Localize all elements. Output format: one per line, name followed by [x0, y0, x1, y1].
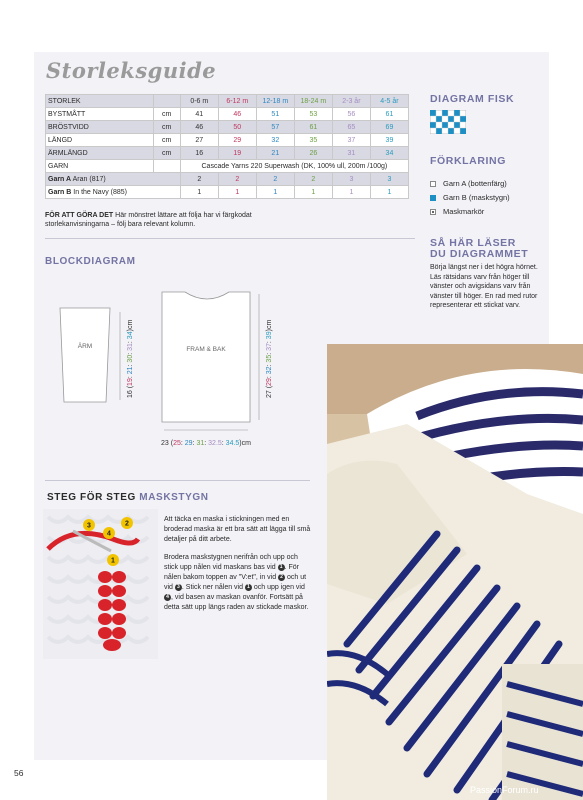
size-col-2: 6-12 m — [218, 95, 256, 108]
sweater-photo — [327, 344, 583, 800]
divider — [45, 480, 310, 481]
page-title: Storleksguide — [46, 58, 217, 83]
fish-chart — [430, 110, 466, 134]
legend-item-marker: Maskmarkör — [430, 207, 484, 216]
maskstygn-illustration — [43, 509, 158, 659]
sleeve-dimension: 16 (19: 21: 30: 31: 34)cm — [127, 319, 134, 398]
size-col-6: 4-5 år — [370, 95, 408, 108]
yarn-value: Cascade Yarns 220 Superwash (DK, 100% ull, 200m /100g) — [180, 160, 408, 173]
table-row: Garn A Aran (817) 2 2 2 2 3 3 — [46, 173, 409, 186]
svg-text:2: 2 — [125, 520, 129, 528]
body-shape — [162, 292, 250, 422]
body-width-dimension: 23 (25: 29: 31: 32.5: 34.5)cm — [161, 440, 251, 447]
legend-item-garn-a: Garn A (bottenfärg) — [430, 179, 507, 188]
svg-text:3: 3 — [87, 522, 91, 530]
blue-square-icon — [430, 195, 436, 201]
legend-item-garn-b: Garn B (maskstygn) — [430, 193, 510, 202]
divider — [45, 238, 415, 239]
blockdiagram-heading: BLOCKDIAGRAM — [45, 256, 136, 267]
size-col-1: 0-6 m — [180, 95, 218, 108]
size-col-4: 18-24 m — [294, 95, 332, 108]
page-number: 56 — [14, 768, 24, 778]
table-row: BYSTMÅTT cm 41 46 51 53 56 61 — [46, 108, 409, 121]
svg-text:1: 1 — [111, 557, 115, 565]
diagram-fisk-heading: DIAGRAM FISK — [430, 93, 515, 105]
size-col-5: 2-3 år — [332, 95, 370, 108]
reading-instructions: Börja längst ner i det högra hörnet. Läs rätsidans varv från höger till vänster och avigsidans varv från vänster till höger. En rad med rutor representerar ett stickat varv. — [430, 264, 538, 309]
steps-heading: STEG FÖR STEG MASKSTYGN — [47, 492, 209, 503]
forklaring-heading: FÖRKLARING — [430, 155, 506, 167]
table-row: GARN Cascade Yarns 220 Superwash (DK, 100% ull, 200m /100g) — [46, 160, 409, 173]
table-row: Garn B In the Navy (885) 1 1 1 1 1 1 — [46, 186, 409, 199]
steps-text: Att täcka en maska i stickningen med en broderad maska är ett bra sätt att lägga till små detaljer på ditt arbete. Brodera maskstygnen nerifrån och upp och stick upp nålen vid maskans bas vid 1 . För nålen bakom toppen av "V:et", in vid 2 och ut vid 3 . Stick ner nålen vid 1 och upp igen vid 4 , vid basen av maskan ovanför. Fortsätt på detta sätt upp längs raden av stickade maskor. — [164, 516, 311, 611]
sa-har-heading: SÅ HÄR LÄSER DU DIAGRAMMET — [430, 237, 529, 260]
table-row — [46, 95, 409, 108]
table-row: BRÖSTVIDD cm 46 50 57 61 65 69 — [46, 121, 409, 134]
marker-dot-icon — [430, 209, 436, 215]
white-square-icon — [430, 181, 436, 187]
table-row: ÄRMLÄNGD cm 16 19 21 26 31 34 — [46, 147, 409, 160]
block-diagram — [40, 282, 320, 457]
table-row: LÄNGD cm 27 29 32 35 37 39 — [46, 134, 409, 147]
body-length-dimension: 27 (29: 32: 35: 37: 39)cm — [266, 319, 273, 398]
size-col-3: 12-18 m — [256, 95, 294, 108]
watermark: PassionForum.ru — [470, 785, 539, 795]
body-label: FRAM & BAK — [186, 346, 226, 353]
sleeve-label: ÄRM — [77, 343, 93, 350]
header-label: STORLEK — [46, 95, 154, 108]
sleeve-shape — [60, 308, 110, 402]
size-table — [45, 94, 409, 199]
svg-text:4: 4 — [107, 530, 111, 538]
color-coding-note: FÖR ATT GÖRA DET Här mönstret lättare att följa har vi färgkodat storlekanvisningarna – följ bara relevant kolumn. — [45, 212, 252, 228]
